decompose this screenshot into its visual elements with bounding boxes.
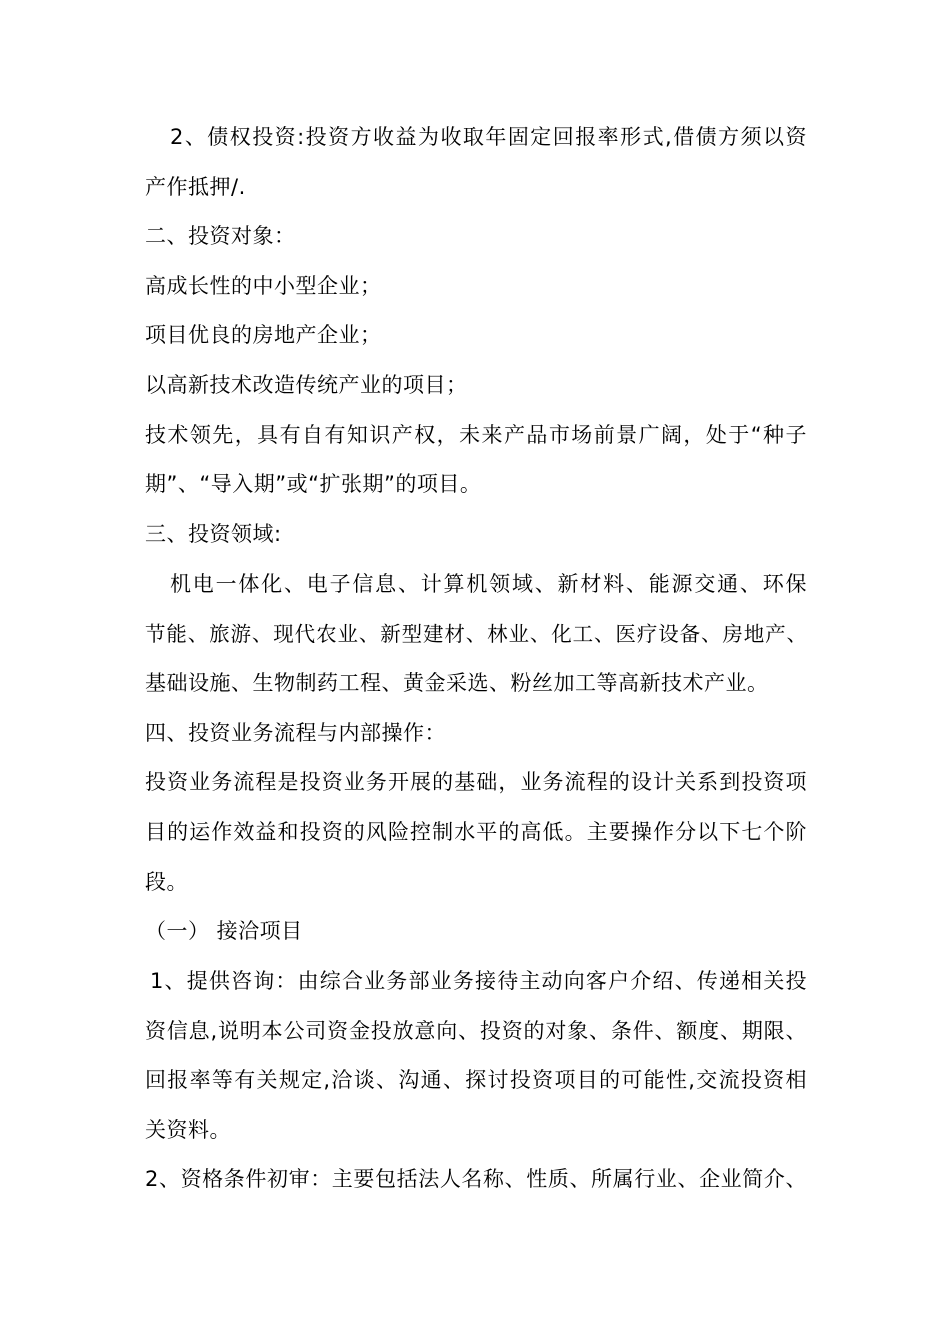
paragraph-fields-line-1: 机电一体化、电子信息、计算机领域、新材料、能源交通、环保 [170,572,807,596]
paragraph-fields-line-3: 基础设施、生物制药工程、黄金采选、粉丝加工等高新技术产业。 [145,671,769,695]
paragraph-consulting-line-1: 1、提供咨询：由综合业务部业务接待主动向客户介绍、传递相关投 [150,969,807,993]
paragraph-qualification-review-line-1: 2、资格条件初审：主要包括法人名称、性质、所属行业、企业简介、 [145,1167,807,1191]
section-heading-investment-targets: 二、投资对象： [145,224,296,248]
paragraph-process-line-3: 段。 [145,870,188,894]
paragraph-process-line-1: 投资业务流程是投资业务开展的基础，业务流程的设计关系到投资项 [145,770,807,794]
list-item-target-tech-leading-line-2: 期”、“导入期”或“扩张期”的项目。 [145,472,482,496]
paragraph-consulting-line-4: 关资料。 [145,1118,231,1142]
list-item-target-tech-leading-line-1: 技术领先，具有自有知识产权，未来产品市场前景广阔，处于“种子 [145,423,807,447]
paragraph-debt-investment-line-2: 产作抵押/. [145,175,246,199]
paragraph-consulting-line-2: 资信息,说明本公司资金投放意向、投资的对象、条件、额度、期限、 [145,1019,807,1043]
section-heading-business-process: 四、投资业务流程与内部操作： [145,721,446,745]
paragraph-fields-line-2: 节能、旅游、现代农业、新型建材、林业、化工、医疗设备、房地产、 [145,622,807,646]
section-heading-investment-fields: 三、投资领域: [145,522,282,546]
subheading-project-contact: （一） 接洽项目 [145,919,303,943]
paragraph-consulting-line-3: 回报率等有关规定,洽谈、沟通、探讨投资项目的可能性,交流投资相 [145,1068,807,1092]
paragraph-debt-investment-line-1: 2、债权投资:投资方收益为收取年固定回报率形式,借债方须以资 [170,125,807,149]
list-item-target-tech-upgrade: 以高新技术改造传统产业的项目； [145,373,468,397]
paragraph-process-line-2: 目的运作效益和投资的风险控制水平的高低。主要操作分以下七个阶 [145,820,807,844]
list-item-target-sme: 高成长性的中小型企业； [145,274,382,298]
list-item-target-real-estate: 项目优良的房地产企业； [145,323,382,347]
